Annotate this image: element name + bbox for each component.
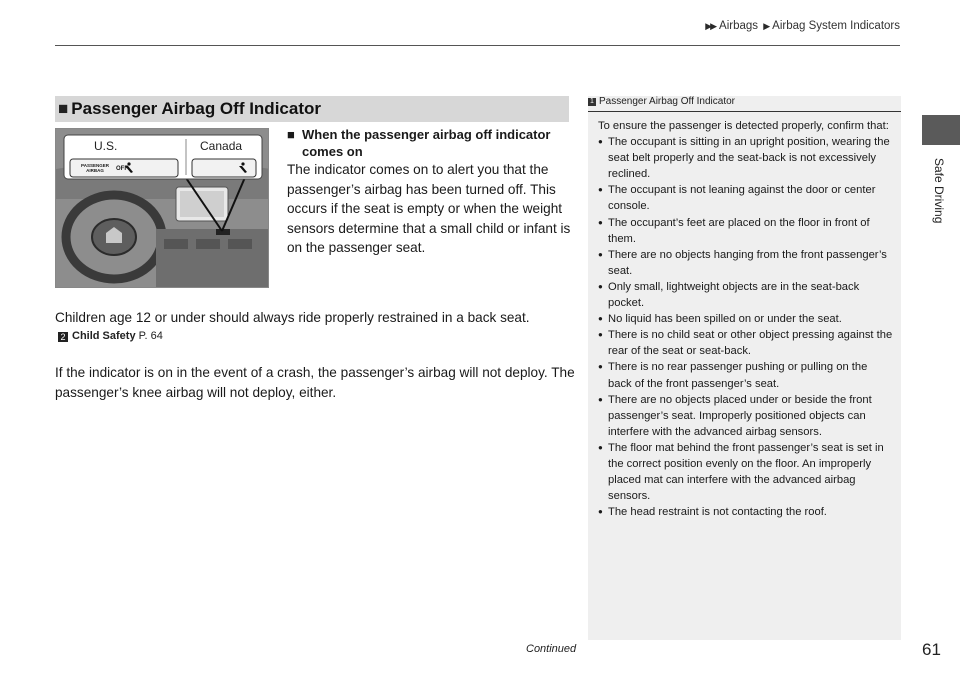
list-item: ● The occupant is not leaning against the door or center console. [598,182,894,214]
subsection-title: When the passenger airbag off indicator comes on [302,127,551,159]
breadcrumb-level1[interactable]: Airbags [719,20,759,32]
xref-page[interactable]: P. 64 [138,330,163,342]
sidebar-note-title: Passenger Airbag Off Indicator [599,96,736,107]
breadcrumb [705,20,900,32]
page-number: 61 [922,640,941,659]
figure-label-us: U.S. [94,139,118,153]
header-rule [55,45,900,46]
section-heading [55,96,569,122]
list-item: ● The occupant is sitting in an upright position, wearing the seat belt properly and the seat-back is not excessively reclined. [598,134,894,182]
chapter-label [922,150,960,350]
xref-title[interactable]: Child Safety [72,330,136,342]
list-item: ● There is no rear passenger pushing or pulling on the back of the front passenger’s seat. [598,359,894,391]
section-title: Passenger Airbag Off Indicator [71,99,321,118]
chapter-label-text: Safe Driving [932,158,946,224]
checklist [598,134,894,520]
reference-arrow-icon: 2 [58,332,68,342]
list-item: ● There are no objects placed under or beside the front passenger’s seat. Improperly positioned objects can interfere with the advanced airbag sensors. [598,392,894,440]
list-item: ● No liquid has been spilled on or under the seat. [598,311,894,327]
breadcrumb-level2[interactable]: Airbag System Indicators [772,20,900,32]
sidebar-note-rule [588,111,901,112]
sidebar-note-body [598,118,894,520]
list-item: ● There is no child seat or other object pressing against the rear of the seat or seat-back. [598,327,894,359]
indicator-line2: AIRBAG [86,168,104,173]
square-bullet-icon: ■ [58,99,69,118]
list-item: ● There are no objects hanging from the front passenger’s seat. [598,247,894,279]
indicator-text [80,163,110,173]
children-paragraph: Children age 12 or under should always ride properly restrained in a back seat. [55,310,530,325]
square-bullet-icon: ■ [287,127,295,142]
figure-label-canada: Canada [200,139,243,153]
sidebar-note-header [588,96,901,112]
list-item: ● The head restraint is not contacting the roof. [598,504,894,520]
dashboard-illustration [55,128,269,288]
note-marker-icon: 1 [588,98,596,106]
continued-label: Continued [526,643,577,655]
cross-reference[interactable] [58,330,163,342]
chapter-tab[interactable] [922,115,960,145]
subsection-body: The indicator comes on to alert you that the passenger’s airbag has been turned off. This occurs if the seat is empty or when the weight sensors determine that a small child or infant is on the passenger seat. [287,162,571,256]
list-item: ● The floor mat behind the front passenger’s seat is set in the correct position evenly on the floor. An improperly placed mat can interfere with the advanced airbag sensors. [598,440,894,504]
subsection-heading [287,126,567,160]
crash-paragraph: If the indicator is on in the event of a crash, the passenger’s airbag will not deploy. The passenger’s knee airbag will not deploy, either. [55,365,575,400]
breadcrumb-arrow-icon: ▶ [763,21,769,31]
list-item: ● Only small, lightweight objects are in the seat-back pocket. [598,279,894,311]
indicator-off-text: OFF [116,166,128,172]
list-item: ● The occupant’s feet are placed on the floor in front of them. [598,215,894,247]
breadcrumb-arrow-icon: ▶▶ [705,21,716,31]
sidebar-note-intro: To ensure the passenger is detected properly, confirm that: [598,120,889,132]
indicator-line1: PASSENGER [81,163,109,168]
